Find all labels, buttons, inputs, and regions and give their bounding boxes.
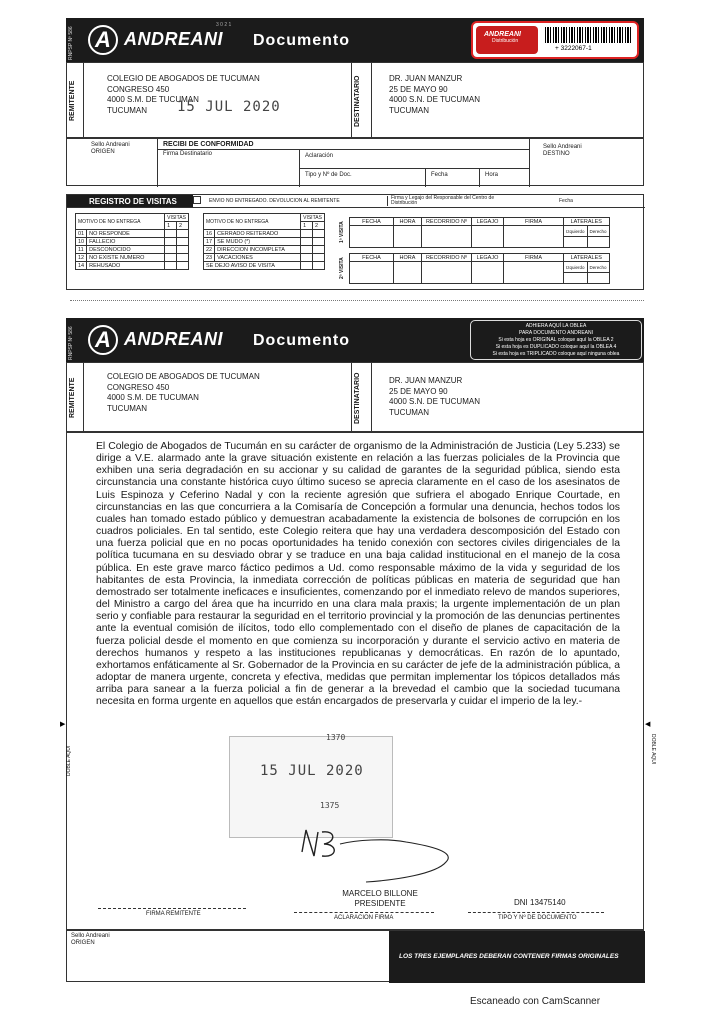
visita-1-grid: FECHA HORA RECORRIDO Nº LEGAJO FIRMA LATERALES Izquierdo Derecho: [349, 217, 610, 248]
remitente-label: REMITENTE: [69, 80, 76, 122]
address-box-top: [66, 62, 644, 138]
hora-label: Hora: [485, 172, 499, 178]
visita-2-label: 2ª VISITA: [339, 257, 345, 279]
registro-visitas: [66, 194, 644, 290]
cut-line: [70, 300, 644, 301]
stamp-bottom-number: 1375: [320, 801, 340, 810]
destinatario-label: DESTINATARIO: [354, 75, 361, 127]
signer-dni: DNI 13475140: [514, 898, 566, 907]
stamp-date: 15 JUL 2020: [260, 763, 364, 779]
envio-label: ENVIO NO ENTREGADO. DEVOLUCION AL REMITENTE: [209, 198, 340, 204]
destinatario-address-2: DR. JUAN MANZUR 25 DE MAYO 90 4000 S.N. DE TUCUMAN TUCUMAN: [389, 376, 480, 417]
footer-banner: LOS TRES EJEMPLARES DEBERAN CONTENER FIRMAS ORIGINALES: [389, 931, 645, 983]
andreani-header-top: [66, 18, 644, 62]
tipo-documento: TIPO Y Nº DE DOCUMENTO: [498, 915, 577, 921]
barcode: [545, 27, 633, 43]
top-marks: 3 0 2 1: [216, 22, 232, 28]
address-box-second: [66, 362, 644, 432]
tipo-doc-label: Tipo y Nº de Doc.: [305, 172, 352, 178]
doc-label-2: Documento: [253, 332, 350, 349]
doc-label: Documento: [253, 32, 350, 49]
firma-remitente: FIRMA REMITENTE: [146, 911, 201, 917]
remitente-address-2: COLEGIO DE ABOGADOS DE TUCUMAN CONGRESO 450 4000 S.M. DE TUCUMAN TUCUMAN: [107, 372, 260, 413]
conformidad-box: [66, 138, 644, 186]
visitas-fecha: Fecha: [559, 198, 573, 204]
camscanner-watermark: Escaneado con CamScanner: [470, 996, 601, 1007]
motivos-left: MOTIVO DE NO ENTREGA VISITAS 1 2 01 NO RESPONDE 10 FALLECIO 11 DESCONOCIDO 12 NO EXISTE NUMERO 14 REHUSADO: [75, 213, 189, 270]
stamp-top-number: 1370: [326, 733, 346, 742]
sticker-sub: Distribución: [492, 38, 519, 44]
aclaracion-label: Aclaración: [305, 153, 334, 159]
oblea-instructions: ADHIERA AQUÍ LA OBLEA PARA DOCUMENTO ANDREANI Si esta hoja es ORIGINAL coloque aquí la OBLEA 2 Si esta hoja es DUPLICADO coloque aquí la OBLEA 4 Si esta hoja es TRIPLICADO coloque aquí ninguna oblea: [470, 320, 642, 360]
fold-arrow-right-icon: ◀: [645, 721, 651, 728]
barcode-number: + 3222067-1: [555, 45, 592, 52]
firma-legajo: Firma y Legajo del Responsable del Centro de Distribución: [387, 196, 507, 206]
destinatario-address: DR. JUAN MANZUR 25 DE MAYO 90 4000 S.N. DE TUCUMAN TUCUMAN: [389, 74, 480, 115]
registro-title: REGISTRO DE VISITAS: [67, 195, 193, 207]
recibi-conformidad: RECIBI DE CONFORMIDAD: [163, 141, 254, 148]
sello-destino: Sello Andreani DESTINO: [543, 144, 582, 157]
andreani-logo-2: A: [88, 325, 118, 355]
sello-origen: Sello Andreani ORIGEN: [91, 142, 130, 155]
andreani-header-second: [66, 318, 644, 362]
brand-name: ANDREANI: [124, 29, 224, 49]
signer-name: MARCELO BILLONE: [342, 889, 418, 898]
footer-sello-origen: Sello Andreani ORIGEN: [71, 933, 110, 946]
aclaracion-firma: ACLARACION FIRMA: [334, 915, 394, 921]
rnpsp-label-2: RNPSP Nº 586: [68, 326, 74, 360]
motivos-right: MOTIVO DE NO ENTREGA VISITAS 1 2 16 CERRADO REITERADO 17 SE MUDO (*) 22 DIRECCION INCOMPLETA 23 VACACIONES SE DEJO AVISO DE VISITA: [203, 213, 325, 270]
doble-aqui-right: DOBLE AQUI: [650, 734, 656, 765]
remitente-label-2: REMITENTE: [69, 377, 76, 419]
andreani-logo: A: [88, 25, 118, 55]
remitente-address: COLEGIO DE ABOGADOS DE TUCUMAN CONGRESO 450 4000 S.M. DE TUCUMAN TUCUMAN: [107, 74, 260, 115]
signer-block: [326, 889, 434, 909]
firma-destinatario: Firma Destinatario: [163, 151, 213, 157]
handwritten-signature: [296, 822, 468, 886]
sticker-brand-box: [476, 26, 538, 54]
rnpsp-label: RNPSP Nº 586: [68, 26, 74, 60]
brand-name-2: ANDREANI: [124, 329, 224, 349]
sticker-brand: ANDREANI: [484, 31, 521, 38]
doble-aqui-left: DOBLE AQUI: [66, 745, 72, 777]
visita-1-label: 1ª VISITA: [339, 221, 345, 243]
envio-checkbox[interactable]: [193, 196, 201, 204]
tracking-sticker: [471, 21, 639, 59]
destinatario-label-2: DESTINATARIO: [354, 372, 361, 424]
fold-arrow-left-icon: ▶: [60, 721, 66, 728]
signer-title: PRESIDENTE: [354, 899, 406, 908]
letter-body: El Colegio de Abogados de Tucumán en su carácter de organismo de la Administración de Justicia (Ley 5.233) se dirige a V.E. alarmado ante la grave situación existente en relación a las fuerzas policiales de la Provincia que exhiben una seria degradación en su accionar y su calidad de garantes de la seguridad pública, siendo esta circunstancia una constante histórica cuyo último suceso se aprecia claramente en el caso de los asesinatos de Luis Espinoza y Ceferino Nadal y con la reciente agresión que sufriera el abogado Enrique Courtade, en circunstancias en las que concurriera a la Comisaría de Concepción a formular una denuncia, hechos todos los cuales han tomado estado público y demuestran acabadamente la existencia de bolsones de corrupción en los cuadros policiales. En tal sentido, este Colegio reitera que hay una verdadera descomposición del Estado con una fuerza policial que en no pocas oportunidades ha tenido conexión con sectores civiles dirigenciales de la política tucumana en su desviado obrar y se traduce en una baja calidad institucional en el manejo de la cosa pública. En este grave marco fáctico pedimos a Ud. como responsable máximo de la vida y seguridad de los habitantes de esta Provincia, la inmediata corrección de políticas públicas en materia de seguridad que han demostrado ser totalmente ineficaces e insuficientes, comenzando por el inmediato relevo de mandos superiores, del Ministro a cargo del área que ha incurrido en una clara mala praxis; la urgente implementación de un plan serio y confiable para restaurar la seguridad en el territorio provincial y la promoción de las denuncias pertinentes ante la eventual comisión de ilícitos, todo ello complementado con el diseño de planes de capacitación de la fuerza policial desde el momento en que comienza su incorporación y durante el servicio activo en materia de derechos humanos y respeto a las instituciones republicanas y democráticas. En razón de lo apuntado, exhortamos enfáticamente al Sr. Gobernador de la Provincia en su carácter de jefe de la administración pública, a adoptar de manera urgente, concreta y efectiva, medidas que permitan implementar los tópicos detallados más arriba para sanear a la fuerza policial a fin de generar a la brevedad el cambio que la sociedad tucumana necesita en forma urgente en aquellos que están encargados de preservarla y cuidar el imperio de la ley.-: [96, 441, 620, 708]
fecha-label: Fecha: [431, 172, 448, 178]
stamp-date-top: 15 JUL 2020: [177, 99, 281, 115]
visita-2-grid: FECHA HORA RECORRIDO Nº LEGAJO FIRMA LATERALES Izquierdo Derecho: [349, 253, 610, 284]
footer-box: [66, 930, 644, 982]
